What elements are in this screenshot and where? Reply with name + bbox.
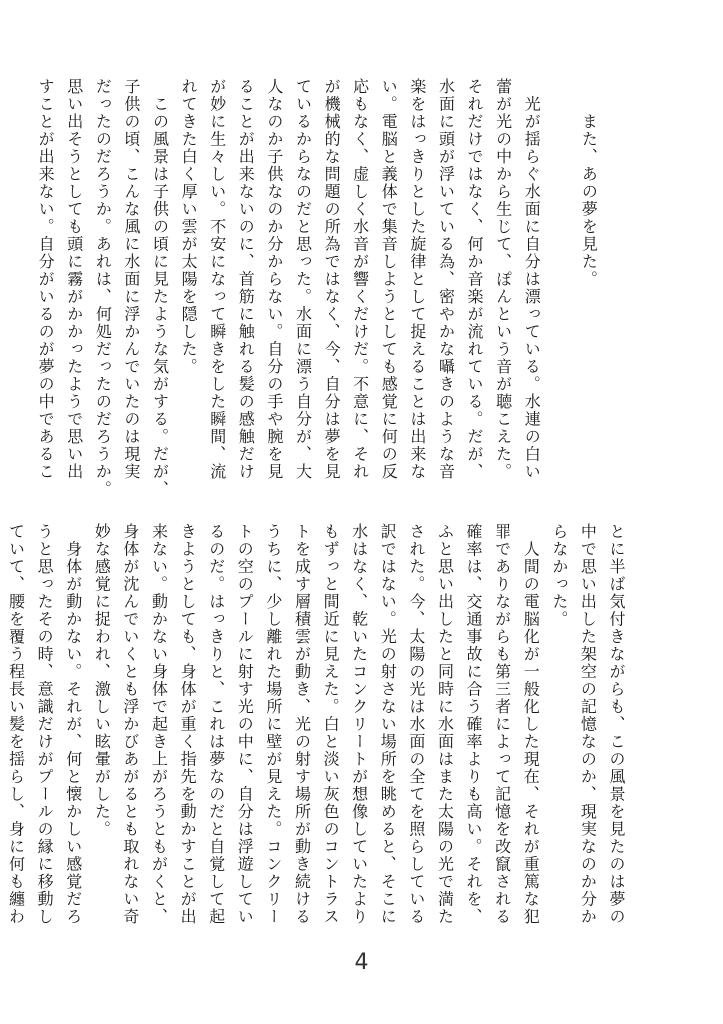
text-line: 中で思い出した架空の記憶なのか、現実なのか分か: [578, 523, 598, 926]
text-line: 応もなく、虚しく水音が響くだけだ。不意に、それ: [350, 78, 370, 481]
text-line: 罪でありながらも第三者によって記憶を改竄される: [492, 523, 512, 926]
text-line: また、あの夢を見た。: [579, 78, 599, 288]
text-line: 人間の電脳化が一般化した現在、それが重篤な犯: [521, 523, 541, 926]
text-line: [0, 523, 1, 947]
text-line: すことが出来ない。自分がいるのが夢の中であるこ: [36, 78, 56, 481]
text-line: トの空のプールに射す光の中に、自分は浮遊してい: [235, 523, 255, 926]
text-line: れてきた白く厚い雲が太陽を隠した。: [179, 78, 199, 376]
text-line: だったのだろうか。あれは、何処だったのだろうか。: [93, 78, 113, 498]
text-line: ふと思い出したと同時に水面はまた太陽の光で満た: [435, 523, 455, 926]
text-line: この風景は子供の頃に見たような気がする。だが、: [150, 78, 170, 498]
text-line: ることが出来ないのに、首筋に触れる髪の感触だけ: [236, 78, 256, 481]
text-block-top: [31, 78, 631, 502]
text-line: それだけではなく、何か音楽が流れている。だが、: [465, 78, 485, 481]
text-line: もずっと間近に見えた。白と淡い灰色のコントラス: [321, 523, 341, 926]
text-line: い。電脳と義体で集音しようとしても感覚に何の反: [379, 78, 399, 481]
text-line: 訳ではない。光の射さない場所を眺めると、そこに: [378, 523, 398, 926]
text-line: きようとしても、身体が重く指先を動かすことが出: [178, 523, 198, 926]
text-line: [602, 78, 631, 502]
text-line: 確率は、交通事故に合う確率よりも高い。それを、: [464, 523, 484, 926]
text-line: が機械的な問題の所為ではなく、今、自分は夢を見: [322, 78, 342, 481]
text-line: うと思ったその時、意識だけがプールの縁に移動し: [35, 523, 55, 926]
text-line: 水はなく、乾いたコンクリートが想像していたより: [349, 523, 369, 926]
text-line: 身体が沈んでいくとも浮かびあがるとも取れない奇: [120, 523, 140, 926]
text-line: 人なのか子供なのか分からない。自分の手や腕を見: [264, 78, 284, 481]
text-line: 思い出そうとしても頭に霧がかかったようで思い出: [64, 78, 84, 481]
text-line: 妙な感覚に捉われ、激しい眩暈がした。: [92, 523, 112, 838]
text-line: とに半ば気付きながらも、この風景を見たのは夢の: [607, 523, 626, 926]
text-line: るのだ。はっきりと、これは夢なのだと自覚して起: [206, 523, 226, 926]
text-block-bottom: [0, 523, 630, 947]
text-line: らなかった。: [549, 523, 569, 628]
page-number: 4: [354, 950, 369, 975]
text-line: された。今、太陽の光は水面の全てを照らしている: [406, 523, 426, 926]
text-line: 光が揺らぐ水面に自分は漂っている。水連の白い: [522, 78, 542, 481]
text-line: 子供の頃、こんな風に水面に浮かんでいたのは現実: [121, 78, 141, 481]
text-line: が妙に生々しい。不安になって瞬きをした瞬間、流: [207, 78, 227, 481]
text-line: ていて、腰を覆う程長い髪を揺らし、身に何も纏わ: [6, 523, 26, 926]
text-line: 蕾が光の中から生じて、ぽんという音が聴こえた。: [493, 78, 513, 481]
text-line: 身体が動かない。それが、何と懐かしい感覚だろ: [63, 523, 83, 926]
text-line: 楽をはっきりとした旋律として捉えることは出来な: [407, 78, 427, 481]
text-line: 来ない。動かない身体で起き上がろうともがくと、: [149, 523, 169, 926]
text-line: [545, 78, 574, 502]
text-line: 水面に頭が浮いている為、密やかな囁きのような音: [436, 78, 456, 481]
text-line: うちに、少し離れた場所に壁が見えた。コンクリー: [263, 523, 283, 926]
text-line: ているからなのだと思った。水面に漂う自分が、大: [293, 78, 313, 481]
text-line: トを成す層積雲が動き、光の射す場所が動き続ける: [292, 523, 312, 926]
